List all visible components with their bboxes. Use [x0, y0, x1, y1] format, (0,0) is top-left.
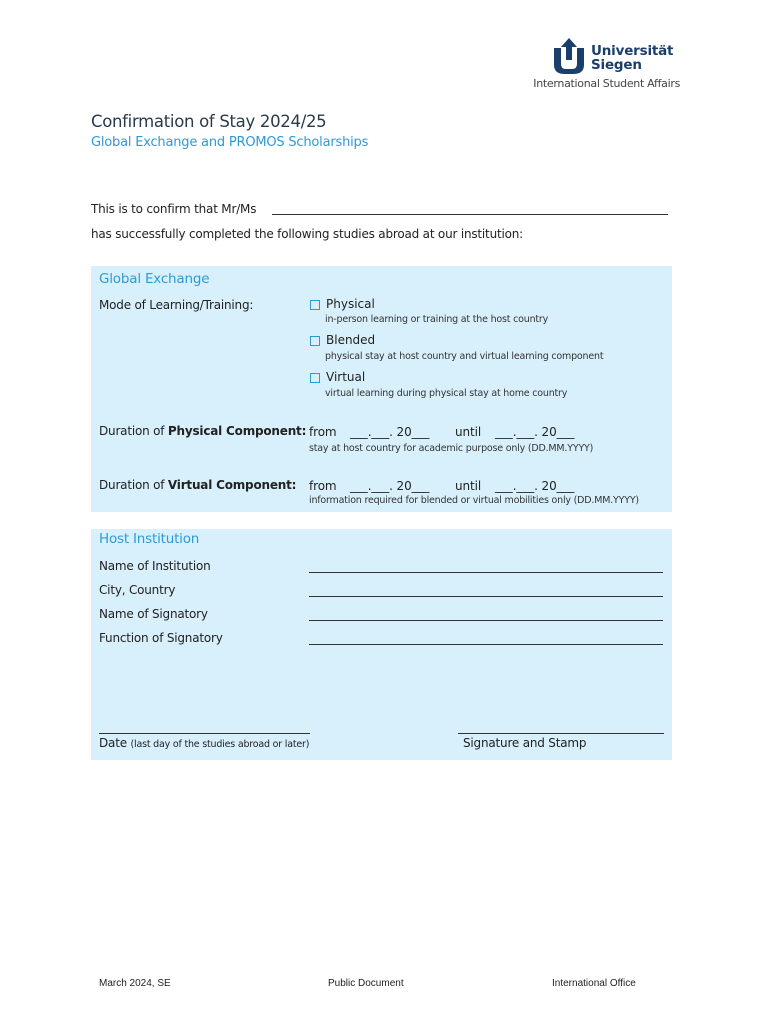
virtual-from-label: from: [309, 479, 337, 493]
confirm-name-line: [91, 202, 256, 216]
virtual-duration-label: [99, 478, 296, 492]
mode-of-learning-label: Mode of Learning/Training:: [99, 298, 254, 312]
date-label-note: (last day of the studies abroad or later): [130, 739, 310, 750]
global-exchange-heading: Global Exchange: [99, 271, 210, 287]
date-label: [99, 736, 309, 750]
physical-duration-prefix: Duration of: [99, 424, 168, 438]
virtual-until-date-field[interactable]: ___.___. 20___: [495, 479, 575, 493]
field-label-signatory-name: Name of Signatory: [99, 607, 208, 621]
blended-option-label: Blended: [326, 333, 376, 347]
signature-field[interactable]: [458, 733, 664, 734]
student-name-field[interactable]: [272, 214, 668, 215]
blended-checkbox[interactable]: [310, 336, 320, 346]
signatory-name-field[interactable]: [309, 620, 663, 621]
institution-name-field[interactable]: [309, 572, 663, 573]
logo-line-2: Siegen: [591, 57, 642, 73]
footer-classification: Public Document: [328, 978, 404, 989]
virtual-option-description: virtual learning during physical stay at home country: [325, 388, 568, 399]
physical-from-label: from: [309, 425, 337, 439]
university-logo-icon: [552, 38, 586, 74]
city-country-field[interactable]: [309, 596, 663, 597]
physical-checkbox[interactable]: [310, 300, 320, 310]
signatory-function-field[interactable]: [309, 644, 663, 645]
physical-until-label: until: [455, 425, 482, 439]
virtual-option-label: Virtual: [326, 370, 366, 384]
document-subtitle: Global Exchange and PROMOS Scholarships: [91, 135, 369, 150]
logo-line-1: Universität: [591, 43, 674, 59]
document-title: Confirmation of Stay 2024/25: [91, 112, 327, 131]
date-field[interactable]: [99, 733, 310, 734]
host-institution-heading: Host Institution: [99, 531, 200, 547]
virtual-duration-prefix: Duration of: [99, 478, 168, 492]
virtual-from-date-field[interactable]: ___.___. 20___: [350, 479, 430, 493]
physical-duration-bold: Physical Component:: [167, 424, 307, 438]
field-label-institution-name: Name of Institution: [99, 559, 211, 573]
virtual-duration-note: information required for blended or virtual mobilities only (DD.MM.YYYY): [309, 495, 639, 506]
virtual-until-label: until: [455, 479, 482, 493]
blended-option-description: physical stay at host country and virtual learning component: [325, 351, 604, 362]
confirm-prefix: This is to confirm that Mr/Ms: [91, 202, 257, 216]
physical-duration-note: stay at host country for academic purpose only (DD.MM.YYYY): [309, 443, 594, 454]
footer-date: March 2024, SE: [99, 978, 171, 989]
global-exchange-panel: [91, 266, 672, 512]
department-name: International Student Affairs: [533, 77, 680, 90]
footer-office: International Office: [552, 978, 636, 989]
confirm-completion-line: has successfully completed the following studies abroad at our institution:: [91, 227, 524, 241]
university-name: [591, 44, 673, 72]
host-institution-panel: [91, 529, 672, 760]
signature-label: Signature and Stamp: [463, 736, 587, 750]
university-logo: [552, 38, 682, 76]
physical-until-date-field[interactable]: ___.___. 20___: [495, 425, 575, 439]
physical-option-description: in-person learning or training at the host country: [325, 314, 549, 325]
physical-from-date-field[interactable]: ___.___. 20___: [350, 425, 430, 439]
physical-option-label: Physical: [326, 297, 375, 311]
field-label-city-country: City, Country: [99, 583, 176, 597]
date-label-text: Date: [99, 736, 127, 750]
field-label-signatory-function: Function of Signatory: [99, 631, 223, 645]
virtual-duration-bold: Virtual Component:: [167, 478, 297, 492]
physical-duration-label: [99, 424, 306, 438]
virtual-checkbox[interactable]: [310, 373, 320, 383]
